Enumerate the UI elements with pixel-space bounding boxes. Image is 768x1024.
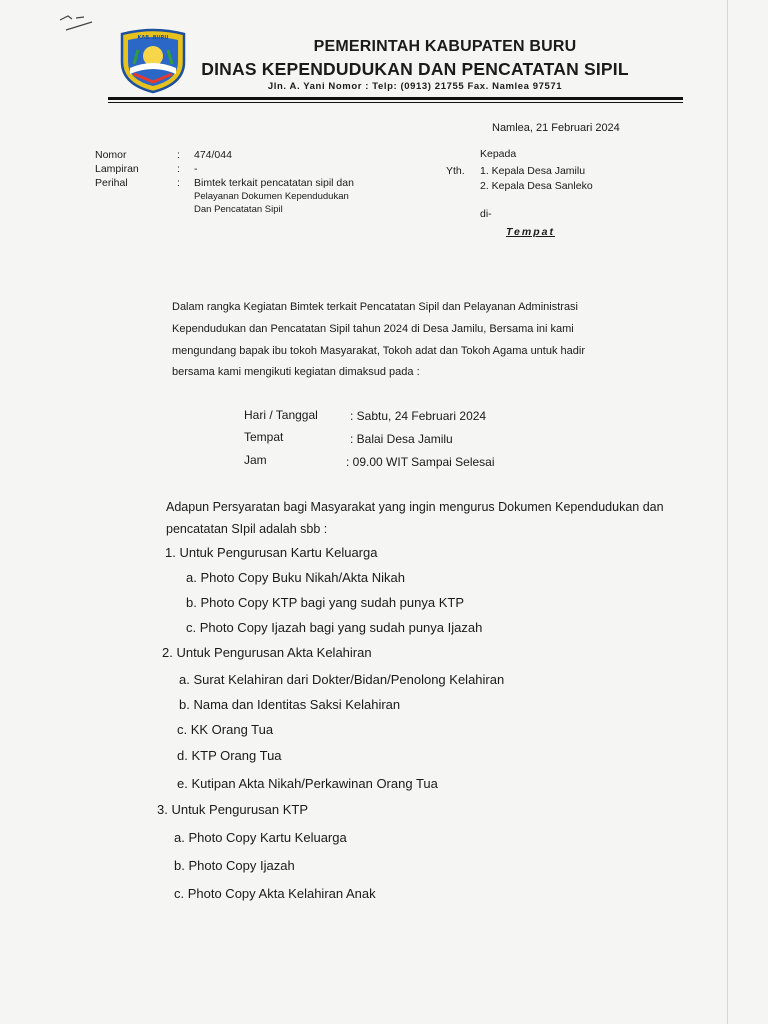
header-rule (108, 97, 683, 100)
req-1c: c. Photo Copy Ijazah bagi yang sudah punya Ijazah (186, 620, 483, 635)
body-line-3: mengundang bapak ibu tokoh Masyarakat, Tokoh adat dan Tokoh Agama untuk hadir (172, 345, 585, 357)
letter-date: Namlea, 21 Februari 2024 (492, 122, 620, 134)
perihal-line-3: Dan Pencatatan Sipil (194, 204, 283, 215)
req-intro-1: Adapun Persyaratan bagi Masyarakat yang ingin mengurus Dokumen Kependudukan dan (166, 500, 664, 514)
page-edge (727, 0, 728, 1024)
req-section-3: 3. Untuk Pengurusan KTP (157, 802, 309, 817)
req-section-1: 1. Untuk Pengurusan Kartu Keluarga (165, 545, 378, 560)
req-2c: c. KK Orang Tua (177, 722, 274, 737)
req-2b: b. Nama dan Identitas Saksi Kelahiran (179, 697, 401, 712)
lampiran-label: Lampiran (95, 163, 139, 175)
req-3a: a. Photo Copy Kartu Keluarga (174, 830, 347, 845)
req-2e: e. Kutipan Akta Nikah/Perkawinan Orang Tua (177, 776, 438, 791)
event-jam-value: : 09.00 WIT Sampai Selesai (346, 455, 495, 469)
govt-title: PEMERINTAH KABUPATEN BURU (313, 38, 577, 55)
req-2a: a. Surat Kelahiran dari Dokter/Bidan/Penolong Kelahiran (179, 672, 505, 687)
agency-title: DINAS KEPENDUDUKAN DAN PENCATATAN SIPIL (201, 59, 629, 79)
event-hari-value: : Sabtu, 24 Februari 2024 (350, 409, 487, 423)
body-line-4: bersama kami mengikuti kegiatan dimaksud pada : (172, 366, 420, 378)
req-section-2: 2. Untuk Pengurusan Akta Kelahiran (162, 645, 372, 660)
req-2d: d. KTP Orang Tua (177, 748, 282, 763)
perihal-line-1: Bimtek terkait pencatatan sipil dan (194, 177, 354, 189)
perihal-colon: : (177, 177, 180, 189)
nomor-value: 474/044 (194, 149, 232, 161)
req-intro-2: pencatatan SIpil adalah sbb : (166, 522, 328, 536)
yth-label: Yth. (446, 165, 465, 177)
tempat-label: Tempat (506, 226, 555, 238)
req-1b: b. Photo Copy KTP bagi yang sudah punya KTP (186, 595, 464, 610)
agency-address: Jln. A. Yani Nomor : Telp: (0913) 21755 Fax. Namlea 97571 (267, 81, 563, 92)
event-tempat-value: : Balai Desa Jamilu (350, 432, 453, 446)
di-label: di- (480, 208, 492, 220)
event-jam-label: Jam (244, 453, 267, 467)
recipient-2: 2. Kepala Desa Sanleko (480, 180, 593, 192)
perihal-label: Perihal (95, 177, 128, 189)
req-1a: a. Photo Copy Buku Nikah/Akta Nikah (186, 570, 405, 585)
lampiran-value: - (194, 163, 198, 175)
pen-mark-icon (58, 8, 94, 32)
nomor-label: Nomor (95, 149, 127, 161)
event-hari-label: Hari / Tanggal (244, 408, 318, 422)
regency-emblem-icon (116, 28, 190, 94)
kepada-label: Kepada (480, 148, 517, 160)
header-rule-thin (108, 102, 683, 103)
req-3c: c. Photo Copy Akta Kelahiran Anak (174, 886, 376, 901)
recipient-1: 1. Kepala Desa Jamilu (480, 165, 586, 177)
body-line-1: Dalam rangka Kegiatan Bimtek terkait Pencatatan Sipil dan Pelayanan Administrasi (172, 301, 579, 313)
req-3b: b. Photo Copy Ijazah (174, 858, 295, 873)
perihal-line-2: Pelayanan Dokumen Kependudukan (194, 191, 349, 202)
body-line-2: Kependudukan dan Pencatatan Sipil tahun 2024 di Desa Jamilu, Bersama ini kami (172, 323, 574, 335)
event-tempat-label: Tempat (244, 430, 284, 444)
lampiran-colon: : (177, 163, 180, 175)
emblem-text: KAB. BURU (137, 35, 169, 41)
nomor-colon: : (177, 149, 180, 161)
